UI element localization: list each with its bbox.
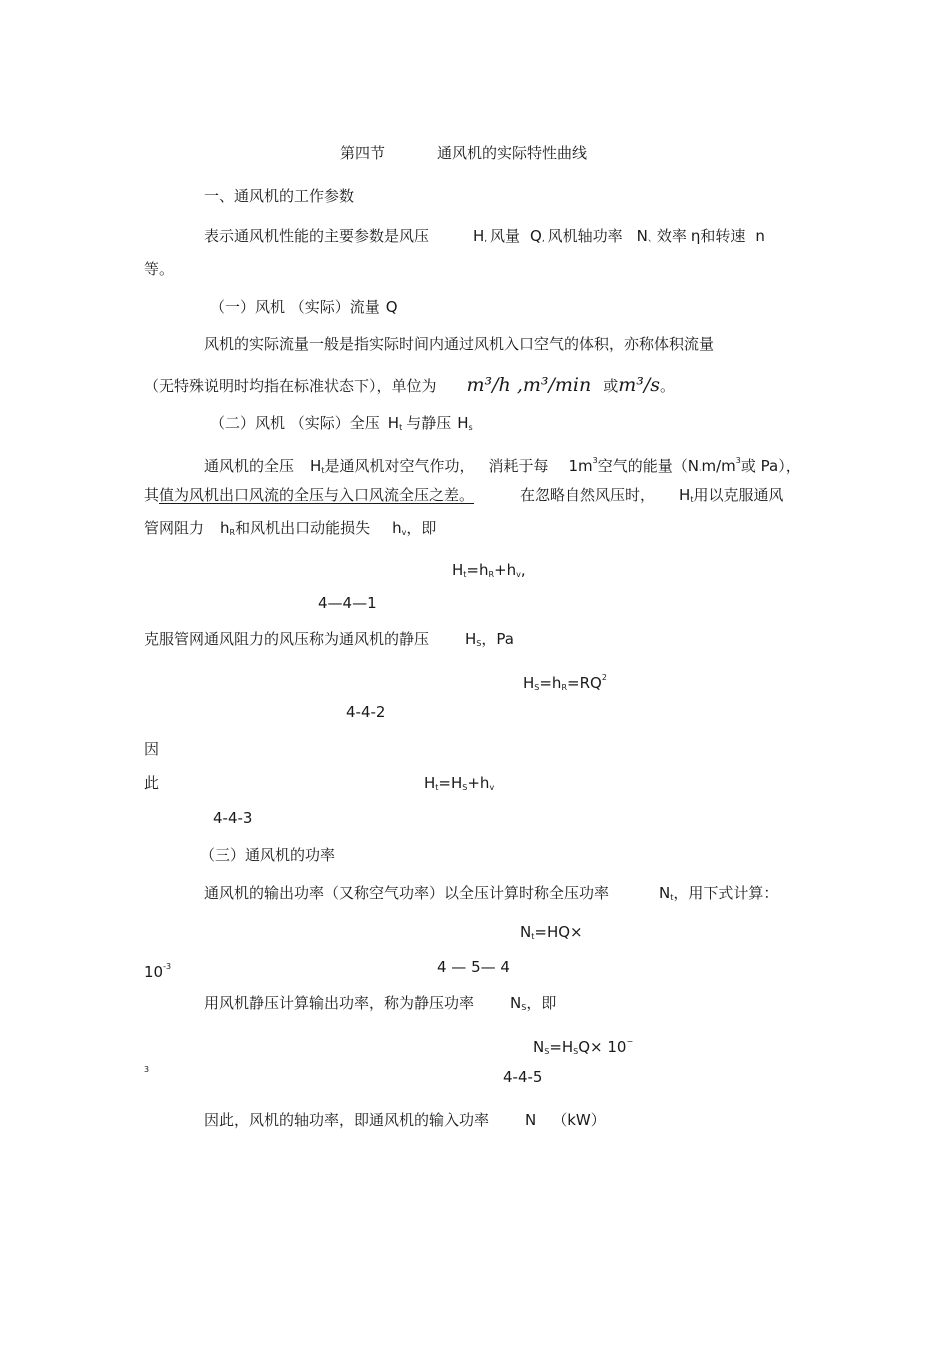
var-n: N (659, 884, 671, 902)
text: m/m (701, 457, 736, 475)
var-h: H (473, 227, 485, 245)
var-h: h (392, 519, 402, 537)
subscript: t (531, 932, 535, 941)
text: 和转速 (700, 227, 746, 245)
var-h: h (220, 519, 230, 537)
var-h: H (679, 486, 691, 504)
text: 因此，风机的轴功率，即通风机的输入功率 (204, 1111, 490, 1129)
text: 用以克服通风 (693, 486, 784, 504)
section-number: 第四节 (340, 144, 386, 162)
text: =RQ (567, 674, 602, 692)
text: 和风机出口动能损失 (235, 519, 371, 537)
text: =H (549, 1038, 574, 1056)
equation-4-4-5 (533, 1032, 633, 1062)
equation-number-4-4-5: 4-4-5 (503, 1068, 543, 1086)
text: ，即 (406, 519, 437, 537)
text: 表示通风机性能的主要参数是风压 (204, 227, 430, 245)
text: 与静压 (406, 414, 452, 432)
subscript: S (573, 1047, 579, 1056)
text: （一）风机 （实际）流量 (210, 298, 380, 316)
var-n: N (636, 227, 648, 245)
text: N (520, 923, 532, 941)
equation-4-5-4 (520, 922, 583, 947)
equation-number-4-4-1: 4—4—1 (318, 594, 377, 612)
text: 1m (568, 457, 593, 475)
var-n: N (525, 1111, 537, 1129)
text: 是通风机对空气作功， (324, 457, 475, 475)
heading-work-parameters: 一、通风机的工作参数 (204, 187, 355, 205)
text: 风机轴功率 (547, 227, 623, 245)
paragraph-flow-line2 (144, 375, 675, 396)
equation-4-5-4-continued (144, 957, 171, 982)
var-h: H (465, 630, 477, 648)
text: （二）风机 （实际）全压 (210, 414, 380, 432)
equation-4-4-1: Ht=hR+hv, (452, 561, 526, 579)
subscript: S (534, 683, 540, 692)
subscript: S (476, 639, 482, 648)
subscript: t (435, 783, 439, 792)
var-speed: n (755, 227, 765, 245)
subscript: v (516, 570, 521, 579)
text: 管网阻力 (144, 519, 205, 537)
equation-number-4-4-2: 4-4-2 (346, 703, 386, 721)
equation-4-4-5-exponent: 3 (144, 1065, 150, 1074)
paragraph-static-pressure (144, 629, 514, 654)
text: H (424, 774, 436, 792)
text: ，即 (526, 994, 557, 1012)
text: +h (467, 774, 490, 792)
section-title (340, 143, 587, 163)
paragraph-flow-line1: 风机的实际流量一般是指实际时间内通过风机入口空气的体积，亦称体积流量 (204, 335, 715, 353)
equation-4-4-2 (523, 668, 607, 698)
text: 克服管网通风阻力的风压称为通风机的静压 (144, 630, 430, 648)
text: 空气的能量（N (597, 457, 699, 475)
paragraph-main-parameters-end: 等。 (144, 260, 175, 278)
text: ，用下式计算： (673, 884, 779, 902)
subscript: v (489, 783, 495, 792)
text: 其 (144, 486, 160, 504)
text: 通风机的全压 (204, 457, 295, 475)
subscript: R (488, 570, 495, 579)
text: H (452, 561, 464, 579)
text: 。 (660, 377, 676, 395)
superscript: 3 (592, 456, 598, 465)
text: ，Pa (481, 630, 514, 648)
paragraph-output-power: 通风机的输出功率（又称空气功率）以全压计算时称全压功率 Nt，用下式计算： (204, 884, 779, 902)
units-formula: m³/h ,m³/min (466, 374, 592, 396)
text: 或 Pa）， (740, 457, 801, 475)
text: 风量 (490, 227, 521, 245)
text: 用风机静压计算输出功率，称为静压功率 (204, 994, 475, 1012)
text: 消耗于每 (488, 457, 549, 475)
superscript: -3 (163, 962, 172, 971)
text: =h (539, 674, 562, 692)
text: 效率 (656, 227, 687, 245)
equation-number-4-4-3: 4-4-3 (213, 809, 253, 827)
paragraph-pressure-line2: 其值为风机出口风流的全压与入口风流全压之差。 在忽略自然风压时， Ht用以克服通风 (144, 486, 784, 504)
text: N (533, 1038, 545, 1056)
var-q: Q (530, 227, 542, 245)
text: =h (466, 561, 489, 579)
text: 10 (144, 963, 164, 981)
underlined-text: 值为风机出口风流的全压与入口风流全压之差。 (159, 486, 475, 504)
var-h: H (387, 414, 400, 432)
subscript: S (521, 1003, 527, 1012)
text: （kW） (552, 1111, 606, 1129)
superscript: − (626, 1037, 634, 1046)
var-q: Q (385, 298, 398, 316)
text: H (523, 674, 535, 692)
heading-flow (210, 297, 398, 317)
text: +h (494, 561, 517, 579)
paragraph-pressure-line3: 管网阻力 hR和风机出口动能损失 hv，即 (144, 519, 437, 537)
text: =H (438, 774, 463, 792)
equation-number-4-5-4: 4 — 5— 4 (437, 958, 510, 976)
heading-power: （三）通风机的功率 (200, 846, 336, 864)
units-formula: m³/s (618, 374, 661, 396)
paragraph-pressure-line1: 通风机的全压 Ht是通风机对空气作功， 消耗于每 $1m^3$空气的能量（$N\cdot m/m^3$或 Pa）， (204, 456, 801, 475)
text: 或 (603, 377, 619, 395)
text: Q× 10 (578, 1038, 627, 1056)
subscript: S (544, 1047, 550, 1056)
text: =HQ× (534, 923, 583, 941)
paragraph-static-power (204, 993, 556, 1018)
text-ci: 此 (144, 774, 160, 792)
subscript: S (462, 783, 468, 792)
text: 在忽略自然风压时， (520, 486, 656, 504)
text: （无特殊说明时均指在标准状态下），单位为 (144, 377, 437, 395)
var-n: N (510, 994, 522, 1012)
superscript: 2 (601, 673, 607, 682)
heading-pressure: （二）风机 （实际）全压 Ht 与静压 Hs (210, 414, 473, 432)
var-eta: η (690, 227, 701, 245)
subscript: R (561, 683, 567, 692)
equation-4-4-3 (424, 773, 494, 798)
text-yin: 因 (144, 740, 160, 758)
text: 通风机的输出功率（又称空气功率）以全压计算时称全压功率 (204, 884, 610, 902)
text: , (520, 561, 526, 579)
var-h: H (457, 414, 469, 432)
section-name: 通风机的实际特性曲线 (437, 144, 588, 162)
var-h: H (310, 457, 322, 475)
paragraph-shaft-power (204, 1110, 606, 1130)
paragraph-main-parameters: 表示通风机性能的主要参数是风压 H, 风量 Q, 风机轴功率 N、效率 η和转速 n (204, 227, 765, 245)
